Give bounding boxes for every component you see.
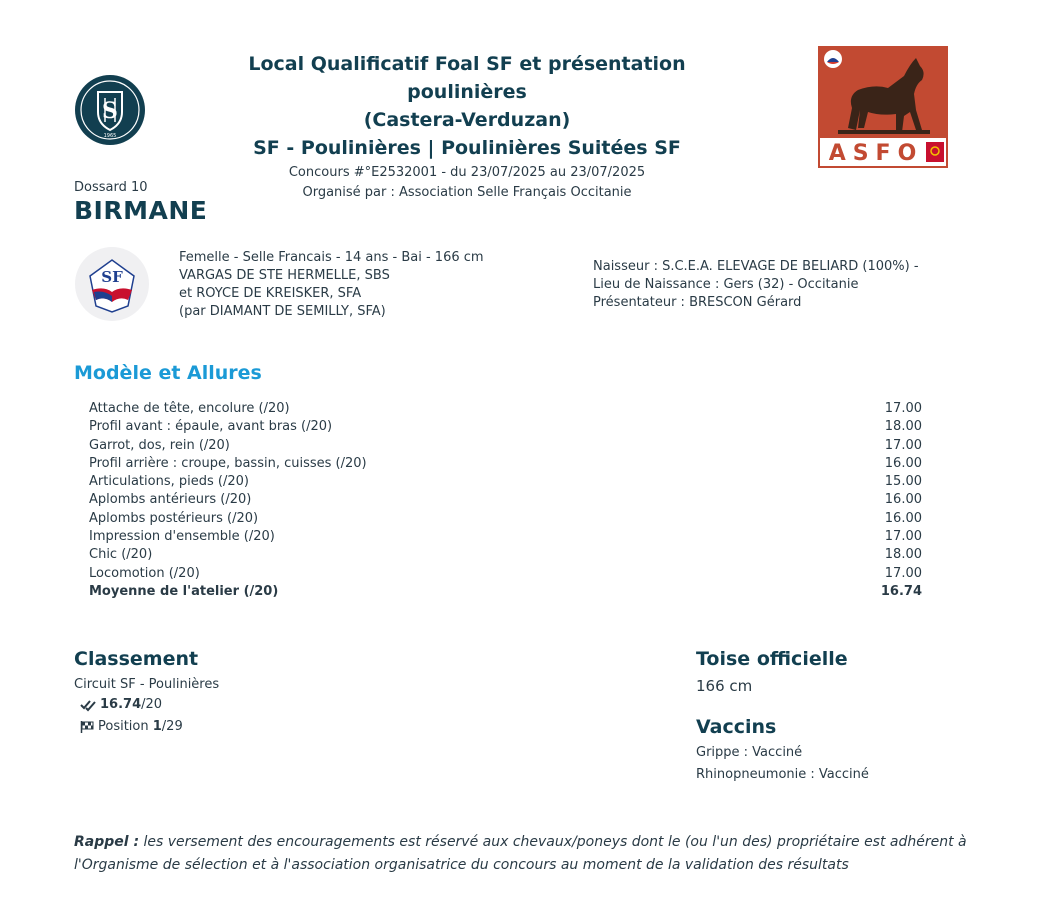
circuit-label: Circuit SF - Poulinières (74, 677, 220, 692)
event-subtitle: SF - Poulinières | Poulinières Suitées SF (253, 137, 681, 159)
score-label: Profil avant : épaule, avant bras (/20) (89, 419, 333, 435)
score-label: Impression d'ensemble (/20) (89, 529, 275, 545)
score-total-value: 16.74 (880, 583, 922, 599)
horse-damsire: (par DIAMANT DE SEMILLY, SFA) (179, 304, 386, 319)
horse-info-right (593, 258, 919, 312)
checkered-flag-icon (80, 720, 94, 734)
score-row (89, 510, 922, 528)
score-total-row (89, 583, 922, 601)
score-label: Locomotion (/20) (89, 565, 200, 581)
score-value: 17.00 (884, 565, 922, 581)
title-block (190, 50, 744, 203)
rappel-note (74, 831, 994, 877)
horse-name: BIRMANE (74, 196, 208, 225)
event-title-line1: Local Qualificatif Foal SF et présentation poulinières (248, 53, 686, 103)
svg-text:1965: 1965 (103, 133, 117, 139)
rank-score (80, 697, 162, 712)
score-row (89, 418, 922, 436)
position-total: /29 (161, 719, 183, 734)
score-row (89, 546, 922, 564)
horse-dam: et ROYCE DE KREISKER, SFA (179, 286, 362, 301)
score-label: Articulations, pieds (/20) (89, 474, 249, 490)
organizer-info: Organisé par : Association Selle Français Occitanie (302, 185, 632, 200)
score-value: 16.00 (884, 455, 922, 471)
score-row (89, 400, 922, 418)
score-value: 18.00 (884, 547, 922, 563)
score-label: Garrot, dos, rein (/20) (89, 437, 230, 453)
score-row (89, 528, 922, 546)
score-label: Profil arrière : croupe, bassin, cuisses (/20) (89, 455, 367, 471)
horse-sire: VARGAS DE STE HERMELLE, SBS (179, 268, 390, 283)
asfo-logo-icon (818, 46, 948, 168)
score-row (89, 565, 922, 583)
score-value: 17.00 (884, 529, 922, 545)
score-label: Aplombs postérieurs (/20) (89, 510, 259, 526)
toise-title: Toise officielle (696, 648, 848, 670)
dossard-label: Dossard 10 (74, 180, 148, 195)
score-value: 16.00 (884, 510, 922, 526)
concours-info: Concours #°E2532001 - du 23/07/2025 au 23/07/2025 (288, 165, 646, 180)
score-label: Attache de tête, encolure (/20) (89, 401, 290, 416)
score-value: 18.00 (884, 419, 922, 435)
score-row (89, 455, 922, 473)
score-row (89, 437, 922, 455)
selle-francais-logo-icon (74, 246, 150, 322)
event-title-line2: (Castera-Verduzan) (363, 109, 571, 131)
birthplace: Lieu de Naissance : Gers (32) - Occitanie (593, 277, 859, 292)
svg-text:ASFO: ASFO (828, 141, 924, 166)
vaccins-title: Vaccins (696, 716, 777, 738)
stud-book-logo-icon (74, 74, 146, 146)
toise-value: 166 cm (696, 677, 753, 695)
score-value: 16.00 (884, 492, 922, 508)
modele-section-title: Modèle et Allures (74, 362, 262, 384)
score-total-label: Moyenne de l'atelier (/20) (89, 583, 279, 599)
double-check-icon (80, 698, 96, 712)
classement-score-suffix: /20 (141, 697, 163, 712)
classement-title: Classement (74, 648, 199, 670)
rappel-text: les versement des encouragements est réservé aux chevaux/poneys dont le (ou l'un des) propriétaire est adhérent à l'Organisme de sélection et à l'association organisatrice du concours au moment de la validation des résultats (74, 834, 967, 873)
horse-summary: Femelle - Selle Francais - 14 ans - Bai - 166 cm (179, 250, 484, 265)
score-label: Chic (/20) (89, 547, 153, 563)
score-row (89, 491, 922, 509)
score-row (89, 473, 922, 491)
breeder: Naisseur : S.C.E.A. ELEVAGE DE BELIARD (100%) - (593, 259, 919, 274)
position-label: Position (98, 719, 153, 734)
presenter: Présentateur : BRESCON Gérard (593, 295, 802, 310)
rappel-label: Rappel : (74, 834, 140, 850)
horse-info-left (179, 249, 484, 321)
score-value: 17.00 (884, 437, 922, 453)
svg-text:S: S (102, 98, 118, 124)
vaccin-grippe: Grippe : Vacciné (696, 745, 803, 760)
rank-position (80, 719, 183, 734)
vaccin-rhino: Rhinopneumonie : Vacciné (696, 767, 869, 782)
position-rank: 1 (152, 719, 162, 734)
svg-text:SF: SF (101, 268, 123, 286)
score-value: 15.00 (884, 474, 922, 490)
score-label: Aplombs antérieurs (/20) (89, 492, 252, 508)
score-value: 17.00 (884, 401, 922, 416)
scores-table (89, 400, 922, 601)
classement-score: 16.74 (100, 697, 142, 712)
